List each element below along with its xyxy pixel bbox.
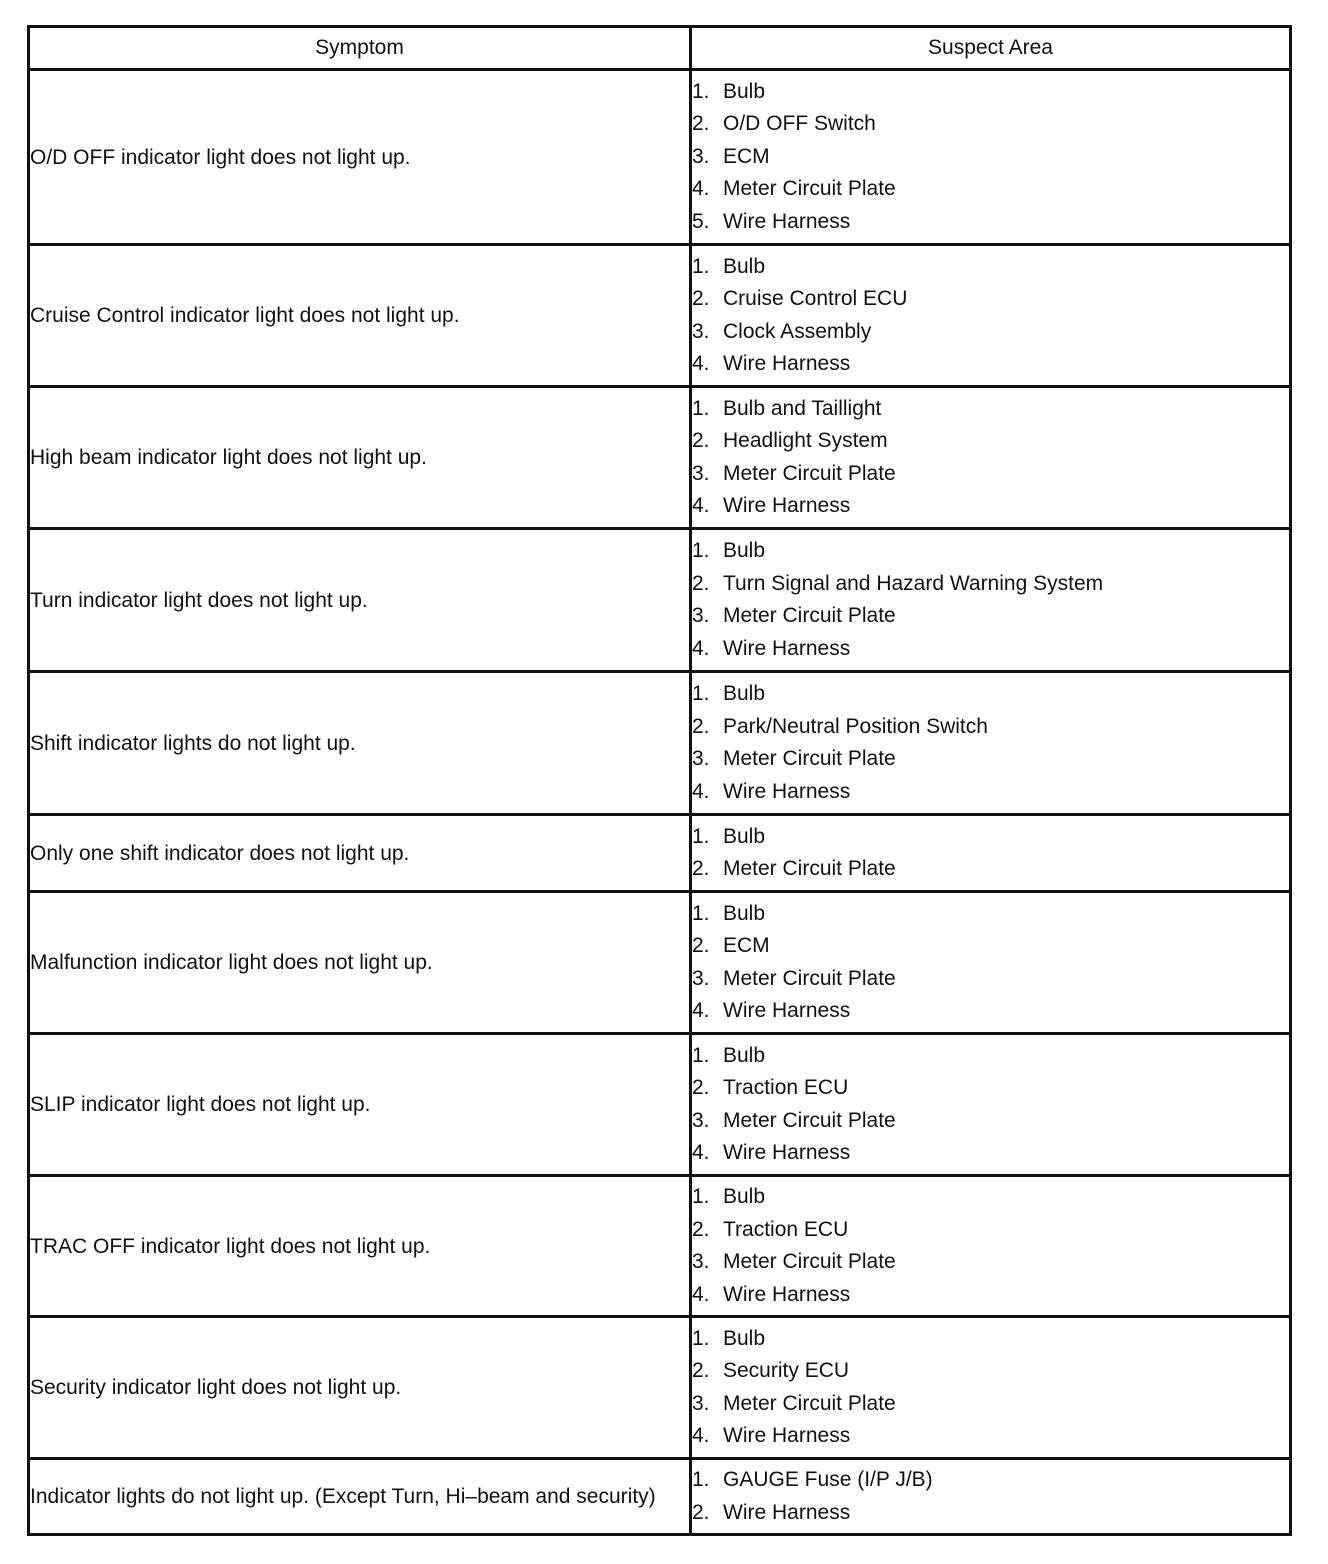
suspect-item-label: Wire Harness (723, 779, 851, 803)
suspect-item-label: Wire Harness (723, 494, 851, 517)
suspect-area-cell (691, 70, 1291, 245)
suspect-item-label: Bulb (723, 901, 766, 925)
suspect-item-label: Wire Harness (723, 1500, 851, 1524)
suspect-item (692, 963, 1289, 996)
suspect-item-number: 1. (692, 254, 710, 278)
suspect-item-label: Security ECU (723, 1359, 850, 1382)
suspect-item-label: Wire Harness (723, 636, 851, 660)
suspect-item (692, 490, 1289, 523)
suspect-list (692, 393, 1289, 523)
suspect-item-label: Meter Circuit Plate (723, 1250, 896, 1273)
symptom-cell: Security indicator light does not light up. (29, 1317, 691, 1459)
suspect-item-label: Turn Signal and Hazard Warning System (723, 571, 1104, 595)
suspect-area-cell (691, 815, 1291, 892)
suspect-item-number: 2. (692, 1217, 710, 1241)
suspect-area-cell (691, 529, 1291, 672)
suspect-item (692, 535, 1289, 568)
table-body (29, 70, 1291, 1535)
suspect-item (692, 173, 1289, 206)
suspect-item-number: 4. (692, 494, 710, 517)
suspect-item (692, 1246, 1289, 1279)
suspect-item-number: 1. (692, 1326, 710, 1350)
suspect-item (692, 1323, 1289, 1356)
suspect-item-label: Traction ECU (723, 1076, 849, 1099)
table-row (29, 245, 1291, 387)
suspect-item-number: 3. (692, 1250, 710, 1273)
suspect-item (692, 853, 1289, 886)
troubleshooting-table (27, 25, 1292, 1536)
suspect-list (692, 898, 1289, 1028)
suspect-item-number: 2. (692, 934, 710, 957)
suspect-item (692, 1388, 1289, 1421)
table-row (29, 815, 1291, 892)
suspect-item (692, 776, 1289, 809)
header-row (29, 27, 1291, 70)
symptom-cell: Indicator lights do not light up. (Except Turn, Hi–beam and security) (29, 1459, 691, 1535)
symptom-cell: TRAC OFF indicator light does not light up. (29, 1176, 691, 1317)
symptom-cell: Shift indicator lights do not light up. (29, 672, 691, 815)
suspect-item (692, 1105, 1289, 1138)
suspect-item (692, 600, 1289, 633)
suspect-item (692, 568, 1289, 601)
suspect-list (692, 1181, 1289, 1311)
suspect-item (692, 1040, 1289, 1073)
suspect-list (692, 1323, 1289, 1453)
suspect-item (692, 393, 1289, 426)
suspect-item (692, 458, 1289, 491)
suspect-item (692, 898, 1289, 931)
suspect-item-label: Wire Harness (723, 1282, 851, 1306)
suspect-item-label: Meter Circuit Plate (723, 177, 896, 201)
suspect-item-number: 3. (692, 319, 710, 343)
suspect-item (692, 1181, 1289, 1214)
suspect-item-number: 1. (692, 396, 710, 420)
suspect-item-number: 2. (692, 429, 710, 452)
table-row (29, 1034, 1291, 1176)
suspect-item-number: 1. (692, 1468, 710, 1491)
suspect-item-label: Headlight System (723, 429, 888, 452)
suspect-item-label: Park/Neutral Position Switch (723, 714, 988, 738)
suspect-item-label: Meter Circuit Plate (723, 1391, 896, 1415)
table-row (29, 70, 1291, 245)
table-row (29, 1176, 1291, 1317)
suspect-item-label: O/D OFF Switch (723, 112, 876, 136)
suspect-item (692, 930, 1289, 963)
suspect-item-number: 3. (692, 747, 710, 770)
suspect-item-label: Bulb (723, 79, 766, 103)
suspect-item (692, 251, 1289, 284)
suspect-list (692, 251, 1289, 381)
suspect-item-label: Bulb and Taillight (723, 396, 882, 420)
suspect-item (692, 1214, 1289, 1247)
suspect-area-cell (691, 1034, 1291, 1176)
suspect-item-label: Meter Circuit Plate (723, 966, 896, 990)
suspect-item (692, 995, 1289, 1028)
suspect-area-cell (691, 892, 1291, 1034)
suspect-item (692, 283, 1289, 316)
suspect-item-label: Wire Harness (723, 999, 851, 1022)
suspect-item-number: 2. (692, 571, 710, 595)
suspect-item-number: 4. (692, 1141, 710, 1164)
suspect-list (692, 1040, 1289, 1170)
suspect-item (692, 1072, 1289, 1105)
table-row (29, 672, 1291, 815)
suspect-item-number: 4. (692, 999, 710, 1022)
symptom-cell: Turn indicator light does not light up. (29, 529, 691, 672)
suspect-item (692, 206, 1289, 239)
suspect-item (692, 1497, 1289, 1530)
suspect-item (692, 348, 1289, 381)
suspect-item (692, 1279, 1289, 1312)
symptom-cell: High beam indicator light does not light up. (29, 387, 691, 529)
suspect-item-number: 1. (692, 539, 710, 562)
suspect-item-label: Traction ECU (723, 1217, 849, 1241)
suspect-item-number: 4. (692, 636, 710, 660)
suspect-item (692, 1355, 1289, 1388)
suspect-item-number: 2. (692, 1500, 710, 1524)
suspect-item-number: 2. (692, 1076, 710, 1099)
symptom-cell: O/D OFF indicator light does not light up. (29, 70, 691, 245)
suspect-item-label: Clock Assembly (723, 319, 872, 343)
suspect-item-number: 1. (692, 79, 710, 103)
suspect-item-number: 1. (692, 1185, 710, 1208)
suspect-item-label: Bulb (723, 539, 766, 562)
suspect-item (692, 1420, 1289, 1453)
suspect-item-number: 5. (692, 209, 710, 233)
table-row (29, 1459, 1291, 1535)
suspect-area-cell (691, 1317, 1291, 1459)
suspect-item (692, 108, 1289, 141)
suspect-item-label: Wire Harness (723, 209, 851, 233)
suspect-item-number: 2. (692, 1359, 710, 1382)
header-symptom: Symptom (29, 27, 691, 70)
suspect-item (692, 1464, 1289, 1497)
suspect-item-number: 4. (692, 352, 710, 375)
suspect-item-label: Bulb (723, 824, 766, 848)
suspect-item (692, 316, 1289, 349)
table-row (29, 529, 1291, 672)
suspect-item-label: Meter Circuit Plate (723, 1108, 896, 1132)
suspect-item (692, 425, 1289, 458)
suspect-item-label: ECM (723, 144, 770, 168)
table-row (29, 892, 1291, 1034)
table-row (29, 1317, 1291, 1459)
suspect-list (692, 76, 1289, 239)
suspect-item-number: 2. (692, 287, 710, 310)
suspect-list (692, 678, 1289, 808)
suspect-item-number: 3. (692, 966, 710, 990)
suspect-item-number: 4. (692, 779, 710, 803)
suspect-item (692, 821, 1289, 854)
suspect-list (692, 821, 1289, 886)
table-row (29, 387, 1291, 529)
suspect-area-cell (691, 387, 1291, 529)
suspect-item-label: Wire Harness (723, 1424, 851, 1447)
suspect-item-number: 4. (692, 177, 710, 201)
suspect-item-label: Meter Circuit Plate (723, 461, 896, 485)
suspect-area-cell (691, 1176, 1291, 1317)
suspect-item-number: 3. (692, 1108, 710, 1132)
suspect-item-label: ECM (723, 934, 770, 957)
suspect-item-number: 1. (692, 824, 710, 848)
suspect-item (692, 633, 1289, 666)
suspect-area-cell (691, 672, 1291, 815)
symptom-cell: SLIP indicator light does not light up. (29, 1034, 691, 1176)
suspect-item-label: Meter Circuit Plate (723, 747, 896, 770)
suspect-item-number: 4. (692, 1282, 710, 1306)
suspect-item-label: Wire Harness (723, 352, 851, 375)
suspect-item-label: Bulb (723, 1326, 766, 1350)
suspect-list (692, 535, 1289, 665)
suspect-item-number: 1. (692, 682, 710, 705)
symptom-cell: Cruise Control indicator light does not light up. (29, 245, 691, 387)
suspect-area-cell (691, 245, 1291, 387)
suspect-item-number: 2. (692, 112, 710, 136)
suspect-item-number: 2. (692, 857, 710, 880)
suspect-item (692, 76, 1289, 109)
suspect-item-number: 3. (692, 1391, 710, 1415)
suspect-item-number: 4. (692, 1424, 710, 1447)
suspect-item-number: 3. (692, 604, 710, 627)
suspect-item-label: Meter Circuit Plate (723, 857, 896, 880)
symptom-cell: Only one shift indicator does not light up. (29, 815, 691, 892)
suspect-item (692, 678, 1289, 711)
suspect-item-number: 1. (692, 901, 710, 925)
suspect-item-number: 1. (692, 1043, 710, 1067)
symptom-cell: Malfunction indicator light does not light up. (29, 892, 691, 1034)
suspect-item (692, 711, 1289, 744)
suspect-item-number: 2. (692, 714, 710, 738)
suspect-item-label: Bulb (723, 254, 766, 278)
suspect-item-label: Cruise Control ECU (723, 287, 908, 310)
suspect-area-cell (691, 1459, 1291, 1535)
suspect-item-label: Bulb (723, 1043, 766, 1067)
suspect-item (692, 743, 1289, 776)
suspect-item (692, 1137, 1289, 1170)
suspect-item-number: 3. (692, 144, 710, 168)
suspect-item-label: Meter Circuit Plate (723, 604, 896, 627)
suspect-item-label: GAUGE Fuse (I/P J/B) (723, 1468, 933, 1491)
suspect-item-number: 3. (692, 461, 710, 485)
header-suspect-area: Suspect Area (691, 27, 1291, 70)
suspect-item-label: Bulb (723, 682, 766, 705)
suspect-item-label: Bulb (723, 1185, 766, 1208)
suspect-item-label: Wire Harness (723, 1141, 851, 1164)
suspect-item (692, 141, 1289, 174)
suspect-list (692, 1464, 1289, 1529)
